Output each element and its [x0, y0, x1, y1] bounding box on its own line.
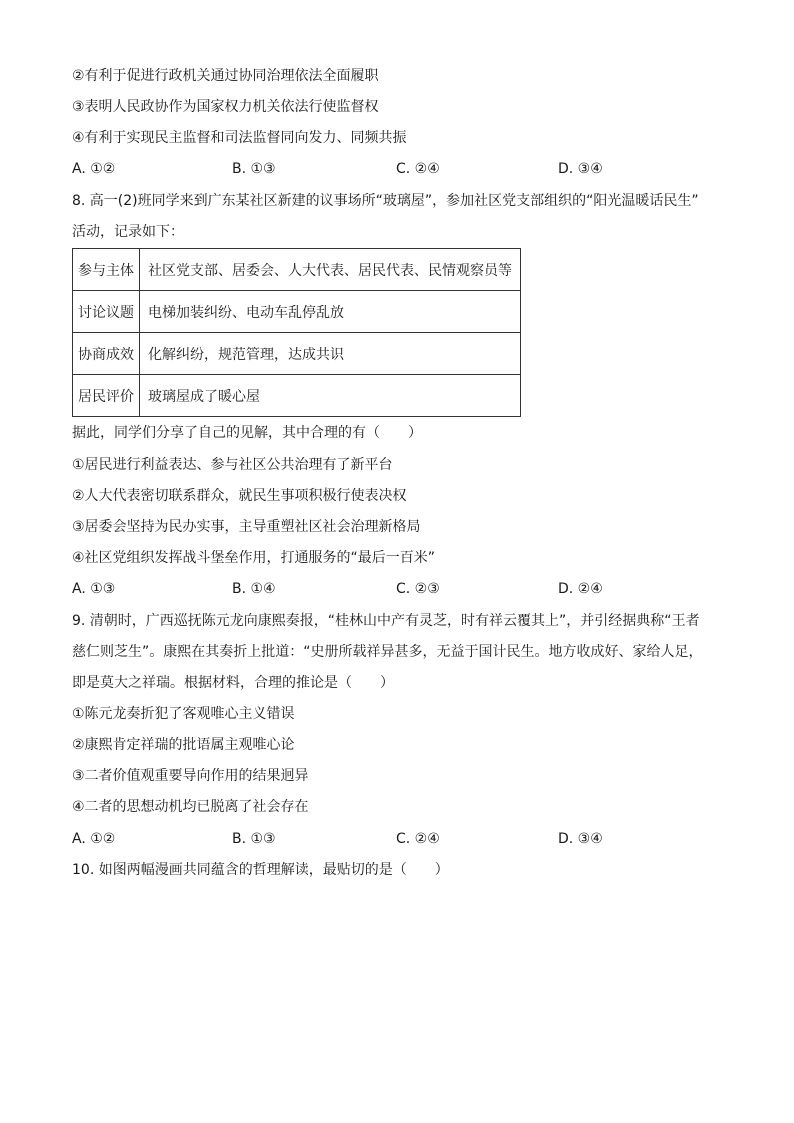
q9-option-d: D. ③④ — [558, 831, 603, 847]
q7-option-c: C. ②④ — [396, 161, 440, 177]
table-cell-label: 协商成效 — [73, 333, 140, 375]
q7-statement-3: ③表明人民政协作为国家权力机关依法行使监督权 — [72, 99, 379, 115]
q8-option-b: B. ①④ — [232, 581, 276, 597]
table-row — [73, 291, 521, 333]
q8-option-d: D. ②④ — [558, 581, 603, 597]
table-cell-value: 化解纠纷，规范管理，达成共识 — [140, 333, 521, 375]
table-cell-label: 居民评价 — [73, 375, 140, 417]
q8-statement-1: ①居民进行利益表达、参与社区公共治理有了新平台 — [72, 457, 393, 473]
q8-statement-2: ②人大代表密切联系群众，就民生事项积极行使表决权 — [72, 488, 407, 504]
q9-option-c: C. ②④ — [396, 831, 440, 847]
q7-option-d: D. ③④ — [558, 161, 603, 177]
q9-statement-1: ①陈元龙奏折犯了客观唯心主义错误 — [72, 706, 295, 722]
q8-stem-line-1: 8. 高一(2)班同学来到广东某社区新建的议事场所“玻璃屋”，参加社区党支部组织的“阳光温暖话民生” — [72, 193, 699, 209]
table-row — [73, 249, 521, 291]
q9-statement-3: ③二者价值观重要导向作用的结果迥异 — [72, 768, 309, 784]
q9-statement-2: ②康熙肯定祥瑞的批语属主观唯心论 — [72, 737, 295, 753]
q7-statement-2: ②有利于促进行政机关通过协同治理依法全面履职 — [72, 68, 379, 84]
table-cell-value: 社区党支部、居委会、人大代表、居民代表、民情观察员等 — [140, 249, 521, 291]
q9-stem-line-1: 9. 清朝时，广西巡抚陈元龙向康熙奏报，“桂林山中产有灵芝，时有祥云覆其上”，并引经据典称“王者 — [72, 613, 700, 629]
q7-options — [72, 159, 672, 179]
q9-statement-4: ④二者的思想动机均已脱离了社会存在 — [72, 799, 309, 815]
q8-option-a: A. ①③ — [72, 581, 116, 597]
table-row — [73, 375, 521, 417]
q8-record-table — [72, 248, 521, 417]
q9-option-b: B. ①③ — [232, 831, 276, 847]
q8-options — [72, 579, 672, 599]
table-cell-label: 讨论议题 — [73, 291, 140, 333]
q8-statement-3: ③居委会坚持为民办实事，主导重塑社区社会治理新格局 — [72, 519, 421, 535]
q8-statement-4: ④社区党组织发挥战斗堡垒作用，打通服务的“最后一百米” — [72, 550, 436, 566]
q8-option-c: C. ②③ — [396, 581, 440, 597]
table-row — [73, 333, 521, 375]
q8-stem-line-2: 活动，记录如下： — [72, 224, 184, 240]
q8-question: 据此，同学们分享了自己的见解，其中合理的有（ ） — [72, 425, 422, 441]
table-cell-value: 电梯加装纠纷、电动车乱停乱放 — [140, 291, 521, 333]
q9-options — [72, 829, 672, 849]
q7-statement-4: ④有利于实现民主监督和司法监督同向发力、同频共振 — [72, 130, 407, 146]
q9-stem-line-2: 慈仁则芝生”。康熙在其奏折上批道：“史册所载祥异甚多，无益于国计民生。地方收成好、家给人足， — [72, 644, 703, 660]
table-cell-value: 玻璃屋成了暖心屋 — [140, 375, 521, 417]
q10-stem: 10. 如图两幅漫画共同蕴含的哲理解读，最贴切的是（ ） — [72, 862, 449, 878]
q9-stem-line-3: 即是莫大之祥瑞。根据材料，合理的推论是（ ） — [72, 675, 394, 691]
table-cell-label: 参与主体 — [73, 249, 140, 291]
q7-option-b: B. ①③ — [232, 161, 276, 177]
q7-option-a: A. ①② — [72, 161, 116, 177]
q9-option-a: A. ①② — [72, 831, 116, 847]
